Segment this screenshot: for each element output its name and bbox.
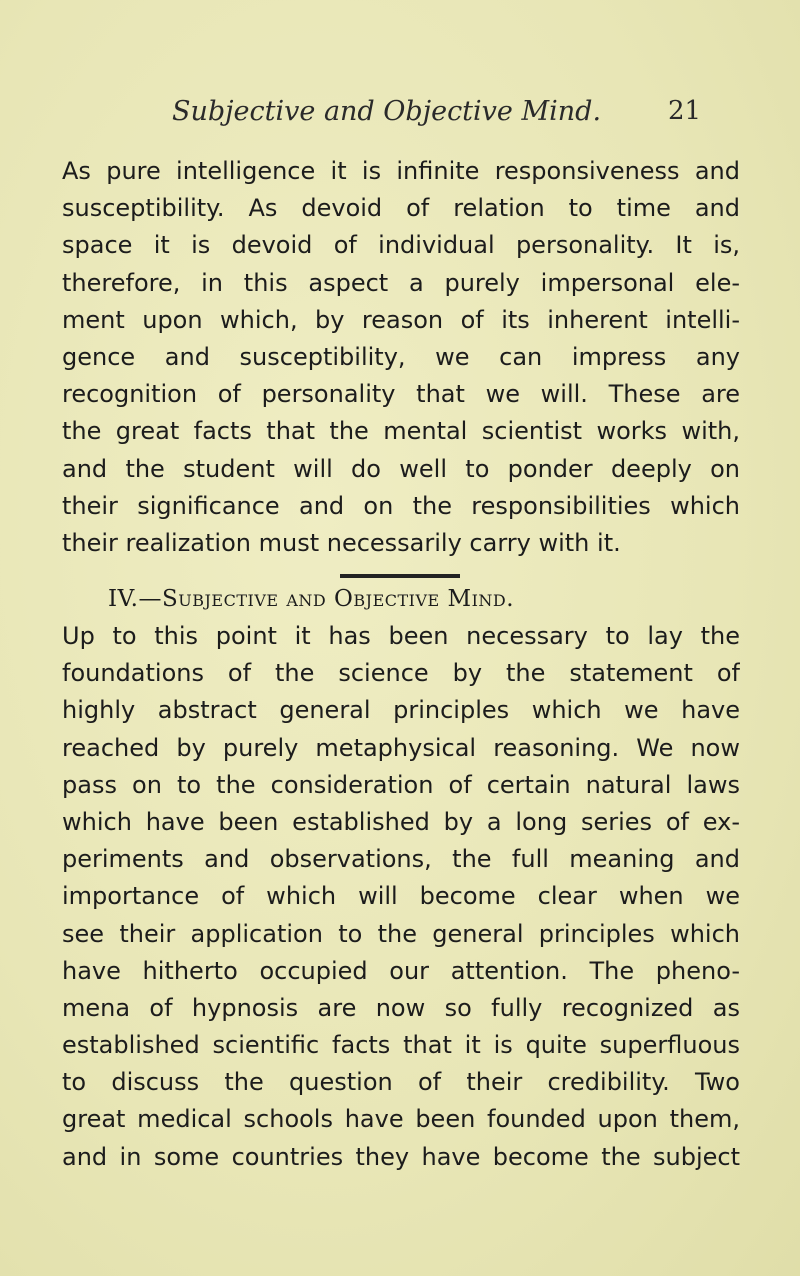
text-line: and the student will do well to ponder deeply on bbox=[62, 454, 740, 483]
text-line: highly abstract general principles which we have bbox=[62, 696, 740, 725]
text-line: established scientific facts that it is quite superfluous bbox=[62, 1031, 740, 1060]
text-line: Up to this point it has been necessary to lay the bbox=[62, 622, 740, 650]
text-line: which have been established by a long series of ex- bbox=[62, 807, 740, 836]
section-heading: IV.—Subjective and Objective Mind. bbox=[108, 586, 515, 612]
text-line: their realization must necessarily carry with it. bbox=[62, 528, 621, 557]
text-line: therefore, in this aspect a purely impersonal ele- bbox=[62, 268, 740, 297]
text-line: susceptibility. As devoid of relation to time and bbox=[62, 194, 740, 223]
text-line: pass on to the consideration of certain natural laws bbox=[62, 770, 740, 799]
text-line: gence and susceptibility, we can impress any bbox=[62, 342, 740, 371]
page-number: 21 bbox=[668, 96, 702, 126]
text-line: foundations of the science by the statement of bbox=[62, 659, 740, 688]
paragraph-2 bbox=[62, 618, 740, 1176]
text-line: their significance and on the responsibilities which bbox=[62, 491, 740, 520]
text-line: mena of hypnosis are now so fully recognized as bbox=[62, 993, 740, 1022]
text-line: recognition of personality that we will. These are bbox=[62, 380, 740, 409]
paragraph-1 bbox=[62, 153, 740, 562]
text-line: As pure intelligence it is infinite responsiveness and bbox=[62, 157, 740, 185]
section-divider bbox=[340, 574, 460, 578]
text-line: see their application to the general principles which bbox=[62, 919, 740, 948]
running-head bbox=[0, 96, 800, 136]
text-line: importance of which will become clear when we bbox=[62, 882, 740, 911]
text-line: periments and observations, the full meaning and bbox=[62, 845, 740, 874]
text-line: space it is devoid of individual personality. It is, bbox=[62, 231, 740, 260]
text-line: great medical schools have been founded upon them, bbox=[62, 1105, 740, 1134]
text-line: have hitherto occupied our attention. The pheno- bbox=[62, 956, 740, 985]
text-line: ment upon which, by reason of its inherent intelli- bbox=[62, 305, 740, 334]
running-title: Subjective and Objective Mind. bbox=[172, 96, 602, 127]
text-line: reached by purely metaphysical reasoning. We now bbox=[62, 733, 740, 762]
text-line: to discuss the question of their credibility. Two bbox=[62, 1068, 740, 1097]
text-line: and in some countries they have become the subject bbox=[62, 1142, 740, 1171]
text-line: the great facts that the mental scientist works with, bbox=[62, 417, 740, 446]
